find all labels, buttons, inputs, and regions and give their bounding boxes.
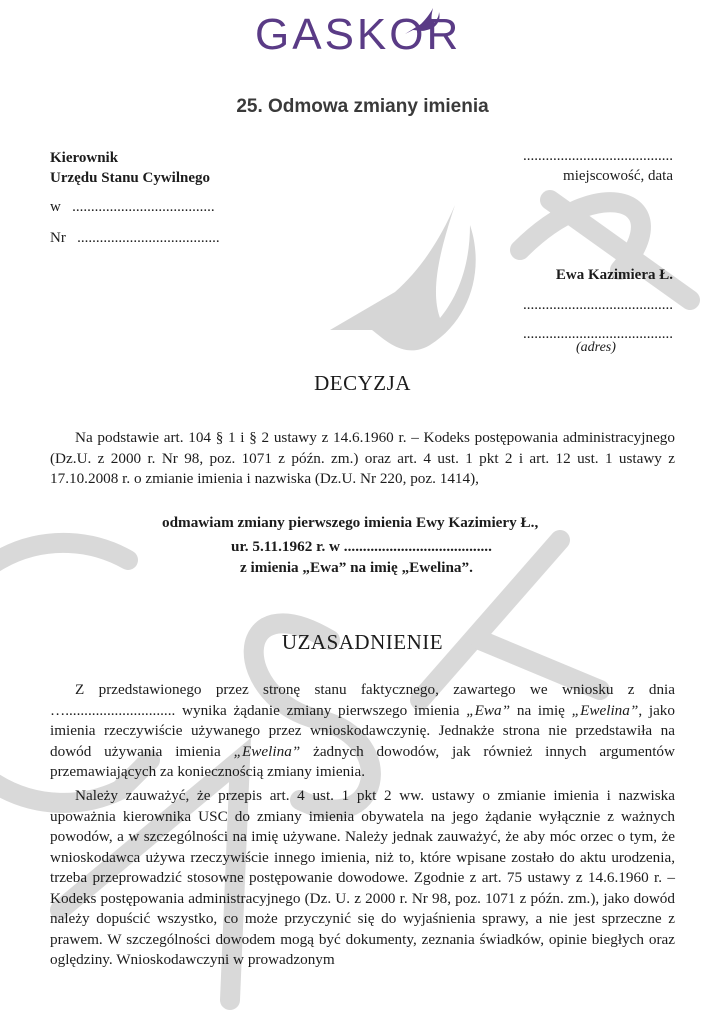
addressee-line-2: Urzędu Stanu Cywilnego [50, 170, 211, 186]
j1-text-c: , jako imienia rzeczywiście używanego przez wnioskodawczynię. Jednakże strona nie przedstawiła na dowód używania imienia [50, 701, 675, 760]
decision-line-3: z imienia „Ewa” na imię „Ewelina”. [240, 559, 473, 576]
j1-text-b: na imię [510, 701, 572, 719]
legal-basis-paragraph: Na podstawie art. 104 § 1 i § 2 ustawy z 14.6.1960 r. – Kodeks postępowania administracyjnego (Dz.U. z 2000 r. Nr 98, poz. 1071 z późn. zm.) oraz art. 4 ust. 1 pkt 2 i art. 12 ust. 1 ustawy z 17.10.2008 r. o zmianie imienia i nazwiska (Dz.U. Nr 220, poz. 1414), [50, 429, 675, 487]
j1-text-a: Z przedstawionego przez stronę stanu faktycznego, zawartego we wniosku z dnia …............................. wynika żądanie zmiany pierwszego imienia [50, 681, 675, 719]
decision-heading: DECYZJA [314, 371, 411, 395]
addressee-block [50, 148, 210, 188]
justification-heading: UZASADNIENIE [281, 630, 444, 654]
w-label: w [50, 199, 61, 215]
gaskor-logo [255, 8, 470, 68]
case-number-field [50, 230, 220, 247]
address-label: (adres) [576, 340, 616, 355]
nr-dots: ...................................... [77, 230, 220, 246]
place-date-dots: ........................................ [523, 148, 673, 164]
addressee-line-1: Kierownik [50, 150, 119, 166]
decision-line-1: odmawiam zmiany pierwszego imienia Ewy Kazimiery Ł., [162, 514, 539, 531]
document-title: 25. Odmowa zmiany imienia [236, 96, 489, 117]
recipient-address-dots-1: ........................................ [523, 297, 673, 313]
j1-text-d: żadnych dowodów, jak również innych argumentów przemawiających za koniecznością zmiany imienia. [50, 742, 675, 780]
j1-name-ewelina-2: „Ewelina” [233, 742, 301, 760]
j1-name-ewelina: „Ewelina” [571, 701, 639, 719]
recipient-address-dots-2: ........................................ [523, 326, 673, 342]
justification-paragraph-2: Należy zauważyć, że przepis art. 4 ust. 1 pkt 2 ww. ustawy o zmianie imienia i nazwiska upoważnia kierownika USC do zmiany imienia obywatela na jego żądanie wyłącznie z ważnych powodów, a w szczególności na imię używane. Należy jednak zauważyć, że aby móc orzec o tym, że wnioskodawca używa rzeczywiście innego imienia, niż to, które wpisane zostało do aktu urodzenia, trzeba przeprowadzić stosowne postępowanie dowodowe. Zgodnie z art. 75 ustawy z 14.6.1960 r. – Kodeks postępowania administracyjnego (Dz. U. z 2000 r. Nr 98, poz. 1071 z późn. zm.), jako dowód należy dopuścić wszystko, co może przyczynić się do wyjaśnienia sprawy, a nie jest sprzeczne z prawem. W szczególności dowodem mogą być dokumenty, zeznania świadków, opinie biegłych oraz oględziny. Wnioskodawczyni w prowadzonym [50, 787, 675, 968]
w-dots: ...................................... [72, 199, 215, 215]
logo-text: GASKOR [255, 10, 462, 59]
justification-paragraph-1 [50, 680, 675, 783]
hummingbird-logo-icon [403, 8, 443, 38]
decision-line-2: ur. 5.11.1962 r. w ....................................... [231, 538, 492, 555]
recipient-name: Ewa Kazimiera Ł. [555, 267, 673, 283]
place-date-label: miejscowość, data [563, 168, 673, 184]
j1-name-ewa: „Ewa” [466, 701, 511, 719]
nr-label: Nr [50, 230, 66, 246]
office-location-field [50, 199, 215, 216]
